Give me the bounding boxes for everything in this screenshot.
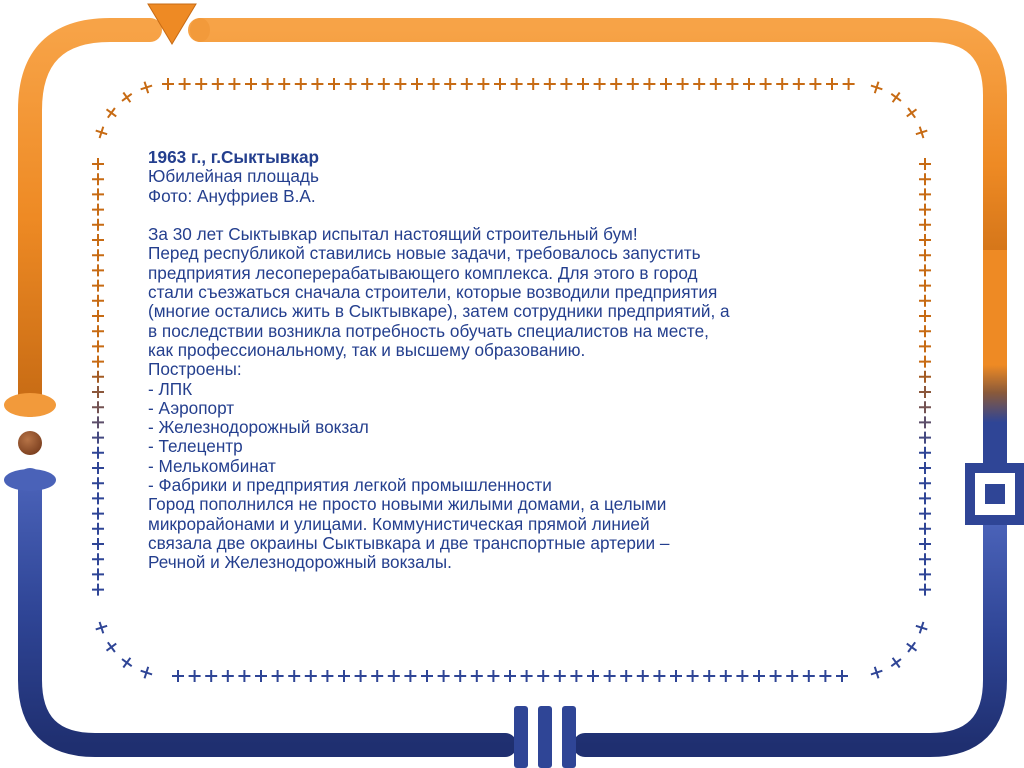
- plus-mark: [653, 670, 665, 682]
- plus-mark: [670, 670, 682, 682]
- plus-mark: [919, 340, 931, 352]
- frame-dot: [18, 431, 42, 455]
- plus-mark: [587, 670, 599, 682]
- plus-mark: [843, 78, 855, 90]
- plus-mark: [92, 538, 104, 550]
- plus-mark: [92, 264, 104, 276]
- plus-mark: [919, 523, 931, 535]
- body-line: микрорайонами и улицами. Коммунистическая прямой линией: [148, 513, 650, 534]
- plus-mark: [428, 78, 440, 90]
- plus-mark: [92, 401, 104, 413]
- plus-mark: [919, 188, 931, 200]
- plus-mark: [494, 78, 506, 90]
- plus-mark: [305, 670, 317, 682]
- plus-mark: [92, 295, 104, 307]
- body-line: связала две окраины Сыктывкара и две транспортные артерии –: [148, 532, 670, 553]
- list-item: - Телецентр: [148, 436, 243, 457]
- body-line: Перед республикой ставились новые задачи, требовалось запустить: [148, 243, 701, 264]
- plus-mark: [438, 670, 450, 682]
- plus-mark: [278, 78, 290, 90]
- plus-mark: [736, 670, 748, 682]
- plus-mark: [770, 670, 782, 682]
- plus-mark: [212, 78, 224, 90]
- plus-mark: [610, 78, 622, 90]
- plus-mark: [660, 78, 672, 90]
- plus-mark: [643, 78, 655, 90]
- plus-mark: [919, 249, 931, 261]
- plus-mark: [92, 386, 104, 398]
- frame-pillar: [562, 706, 576, 768]
- plus-mark: [560, 78, 572, 90]
- plus-mark: [919, 401, 931, 413]
- plus-mark: [703, 670, 715, 682]
- plus-mark: [919, 477, 931, 489]
- plus-mark: [92, 204, 104, 216]
- plus-mark: [919, 158, 931, 170]
- body-line: в последствии возникла потребность обучать специалистов на месте,: [148, 320, 709, 341]
- plus-mark: [345, 78, 357, 90]
- plus-mark: [288, 670, 300, 682]
- frame-right-bar: [983, 250, 1007, 480]
- plus-mark: [404, 670, 416, 682]
- list-item: - Железнодорожный вокзал: [148, 417, 369, 438]
- plus-mark: [919, 568, 931, 580]
- plus-mark: [836, 670, 848, 682]
- plus-mark: [919, 538, 931, 550]
- plus-mark: [92, 416, 104, 428]
- plus-mark: [919, 508, 931, 520]
- plus-mark: [189, 670, 201, 682]
- plus-mark: [726, 78, 738, 90]
- plus-mark: [139, 80, 154, 95]
- plus-mark: [809, 78, 821, 90]
- plus-mark: [94, 620, 109, 635]
- plus-mark: [687, 670, 699, 682]
- plus-mark: [222, 670, 234, 682]
- plus-mark: [760, 78, 772, 90]
- plus-mark: [92, 492, 104, 504]
- plus-mark: [92, 234, 104, 246]
- plus-mark: [919, 295, 931, 307]
- body-line: как профессиональному, так и высшему образованию.: [148, 339, 586, 360]
- body-line: За 30 лет Сыктывкар испытал настоящий строительный бум!: [148, 224, 638, 245]
- plus-mark: [92, 340, 104, 352]
- plus-mark: [103, 104, 120, 121]
- plus-mark: [888, 89, 905, 106]
- plus-mark: [511, 78, 523, 90]
- plus-mark: [179, 78, 191, 90]
- plus-mark: [92, 432, 104, 444]
- body-line: Построены:: [148, 359, 242, 380]
- plus-mark: [819, 670, 831, 682]
- plus-mark: [361, 78, 373, 90]
- plus-mark: [388, 670, 400, 682]
- body-text: [148, 225, 888, 572]
- plus-mark: [272, 670, 284, 682]
- plus-mark: [627, 78, 639, 90]
- plus-mark: [411, 78, 423, 90]
- plus-mark: [570, 670, 582, 682]
- plus-mark: [92, 523, 104, 535]
- list-item: - Фабрики и предприятия легкой промышленности: [148, 475, 552, 496]
- plus-mark: [255, 670, 267, 682]
- plus-mark: [92, 249, 104, 261]
- plus-mark: [743, 78, 755, 90]
- plus-mark: [919, 447, 931, 459]
- plus-mark: [378, 78, 390, 90]
- plus-mark: [421, 670, 433, 682]
- plus-mark: [521, 670, 533, 682]
- frame-orange-arc: [30, 30, 150, 405]
- plus-mark: [527, 78, 539, 90]
- plus-mark: [869, 665, 884, 680]
- plus-mark: [637, 670, 649, 682]
- plus-mark: [162, 78, 174, 90]
- plus-mark: [92, 356, 104, 368]
- plus-mark: [394, 78, 406, 90]
- caption-title: 1963 г., г.Сыктывкар: [148, 147, 319, 167]
- plus-mark: [914, 125, 929, 140]
- body-line: Речной и Железнодорожный вокзалы.: [148, 552, 452, 573]
- plus-mark: [92, 477, 104, 489]
- plus-mark: [753, 670, 765, 682]
- plus-mark: [355, 670, 367, 682]
- plus-mark: [262, 78, 274, 90]
- plus-mark: [554, 670, 566, 682]
- plus-mark: [328, 78, 340, 90]
- list-item: - ЛПК: [148, 378, 193, 399]
- caption-photo-credit: Фото: Ануфриев В.А.: [148, 185, 316, 206]
- plus-mark: [454, 670, 466, 682]
- plus-mark: [311, 78, 323, 90]
- plus-mark: [776, 78, 788, 90]
- plus-mark: [92, 584, 104, 596]
- plus-mark: [677, 78, 689, 90]
- plus-mark: [919, 310, 931, 322]
- plus-mark: [919, 371, 931, 383]
- plus-mark: [172, 670, 184, 682]
- caption-place: Юбилейная площадь: [148, 166, 319, 187]
- plus-mark: [919, 204, 931, 216]
- body-line: стали съезжаться сначала строители, которые возводили предприятия: [148, 282, 718, 303]
- slide-text: [148, 148, 888, 573]
- list-item: - Аэропорт: [148, 397, 235, 418]
- plus-mark: [504, 670, 516, 682]
- frame-pillar: [514, 706, 528, 768]
- plus-mark: [919, 173, 931, 185]
- plus-mark: [92, 568, 104, 580]
- plus-mark: [321, 670, 333, 682]
- plus-mark: [919, 462, 931, 474]
- plus-mark: [92, 447, 104, 459]
- plus-mark: [103, 639, 120, 656]
- plus-mark: [92, 280, 104, 292]
- plus-mark: [487, 670, 499, 682]
- plus-mark: [620, 670, 632, 682]
- plus-mark: [92, 508, 104, 520]
- plus-mark: [139, 665, 154, 680]
- plus-mark: [92, 188, 104, 200]
- plus-mark: [471, 670, 483, 682]
- plus-mark: [919, 553, 931, 565]
- body-line: (многие остались жить в Сыктывкаре), затем сотрудники предприятий, а: [148, 301, 730, 322]
- plus-mark: [92, 173, 104, 185]
- plus-mark: [92, 325, 104, 337]
- plus-mark: [693, 78, 705, 90]
- plus-mark: [826, 78, 838, 90]
- plus-mark: [92, 158, 104, 170]
- plus-mark: [869, 80, 884, 95]
- frame-blue-end-cap: [4, 469, 56, 491]
- plus-mark: [461, 78, 473, 90]
- plus-mark: [720, 670, 732, 682]
- plus-mark: [888, 654, 905, 671]
- plus-mark: [338, 670, 350, 682]
- plus-mark: [537, 670, 549, 682]
- plus-mark: [195, 78, 207, 90]
- plus-mark: [710, 78, 722, 90]
- plus-mark: [92, 371, 104, 383]
- plus-mark: [919, 356, 931, 368]
- plus-mark: [477, 78, 489, 90]
- plus-mark: [919, 492, 931, 504]
- frame-square-inner: [985, 484, 1005, 504]
- plus-mark: [295, 78, 307, 90]
- plus-mark: [903, 639, 920, 656]
- plus-mark: [604, 670, 616, 682]
- frame-pillar: [538, 706, 552, 768]
- plus-mark: [118, 89, 135, 106]
- plus-mark: [919, 219, 931, 231]
- plus-mark: [803, 670, 815, 682]
- plus-mark: [238, 670, 250, 682]
- plus-mark: [903, 104, 920, 121]
- plus-mark: [919, 264, 931, 276]
- plus-mark: [594, 78, 606, 90]
- list-item: - Мелькомбинат: [148, 455, 276, 476]
- plus-mark: [919, 386, 931, 398]
- plus-mark: [94, 125, 109, 140]
- plus-mark: [92, 219, 104, 231]
- frame-orange-end-cap: [4, 393, 56, 417]
- plus-mark: [577, 78, 589, 90]
- plus-mark: [786, 670, 798, 682]
- plus-mark: [92, 310, 104, 322]
- plus-mark: [919, 416, 931, 428]
- plus-mark: [793, 78, 805, 90]
- plus-mark: [92, 462, 104, 474]
- plus-mark: [919, 584, 931, 596]
- plus-mark: [245, 78, 257, 90]
- plus-mark: [919, 325, 931, 337]
- plus-mark: [919, 280, 931, 292]
- plus-mark: [444, 78, 456, 90]
- body-line: Город пополнился не просто новыми жилыми домами, а целыми: [148, 494, 667, 515]
- plus-mark: [228, 78, 240, 90]
- plus-mark: [205, 670, 217, 682]
- plus-mark: [914, 620, 929, 635]
- body-line: предприятия лесоперерабатывающего комплекса. Для этого в город: [148, 262, 698, 283]
- plus-mark: [544, 78, 556, 90]
- plus-mark: [371, 670, 383, 682]
- plus-mark: [919, 234, 931, 246]
- plus-mark: [919, 432, 931, 444]
- plus-mark: [118, 654, 135, 671]
- plus-mark: [92, 553, 104, 565]
